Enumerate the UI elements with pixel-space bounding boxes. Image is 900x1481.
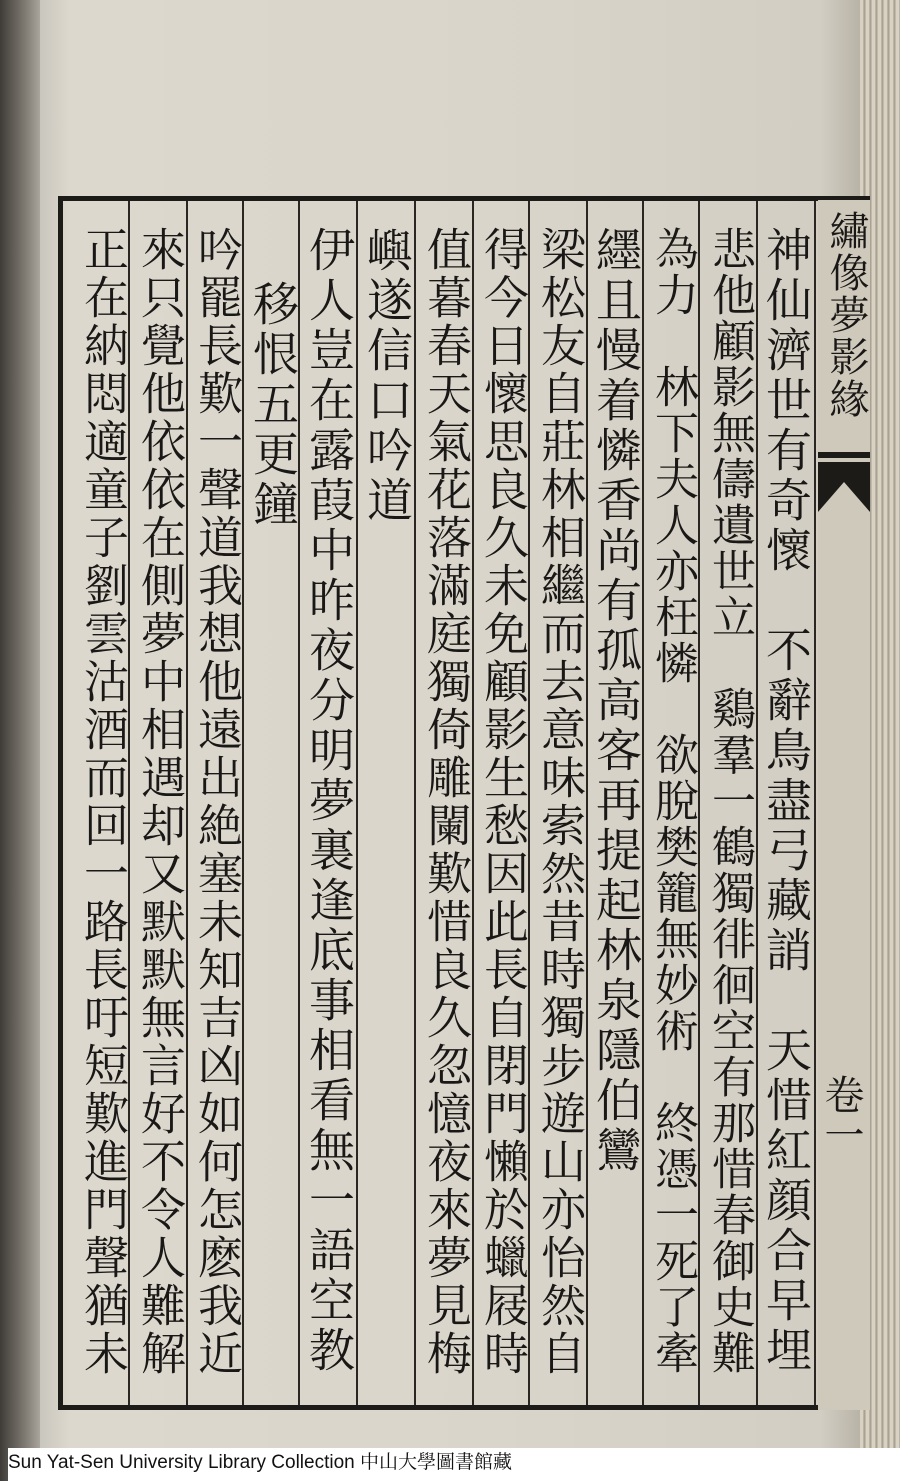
folio-number: 卷一 [818,1074,864,1154]
text-column: 神仙濟世有奇懷 不辭鳥盡弓藏誚 天惜紅顔合早埋 [759,226,813,1376]
column-rule [756,201,758,1405]
text-column: 值暮春天氣花落滿庭獨倚雕闌歎惜良久忽憶夜來夢見梅 [419,226,472,1378]
column-rule [586,201,588,1405]
text-column: 正在納悶適童子劉雲沽酒而回一路長吁短歎進門聲猶未 [76,226,129,1378]
text-column: 吟罷長歎一聲道我想他遠出絶塞未知吉凶如何怎麽我近 [190,226,243,1378]
fish-tail-mark [818,452,870,522]
text-column: 得今日懷思良久未免顧影生愁因此長自閉門懶於蠟屐時 [476,226,529,1378]
text-column: 梁松友自莊林相繼而去意味索然昔時獨步遊山亦怡然自 [533,226,586,1378]
column-rule [356,201,358,1405]
column-rule [186,201,188,1405]
text-column: 為力 林下夫人亦枉憐 欲脫樊籠無妙術 終憑一死了牽 [647,226,698,1376]
collection-caption: Sun Yat-Sen University Library Collection 中山大學圖書館藏 [8,1448,900,1481]
left-page-edge [0,0,40,1481]
text-column: 嶼遂信口吟道 [360,226,414,526]
column-rule [414,201,416,1405]
text-column: 移恨五更鐘 [246,280,300,530]
text-column: 伊人豈在露葭中昨夜分明夢裏逢底事相看無一語空教 [302,226,356,1376]
text-column: 悲他顧影無儔遺世立 鷄羣一鶴獨徘徊空有那惜春御史難 [704,226,755,1376]
column-rule [472,201,474,1405]
spine-title: 繡像夢影緣 [823,210,869,420]
column-rule [814,201,816,1405]
text-column: 來只覺他依依在側夢中相遇却又默默無言好不令人難解 [133,226,186,1378]
text-column: 纆且慢着憐香尚有孤高客再提起林泉隱伯鸞 [589,226,643,1176]
